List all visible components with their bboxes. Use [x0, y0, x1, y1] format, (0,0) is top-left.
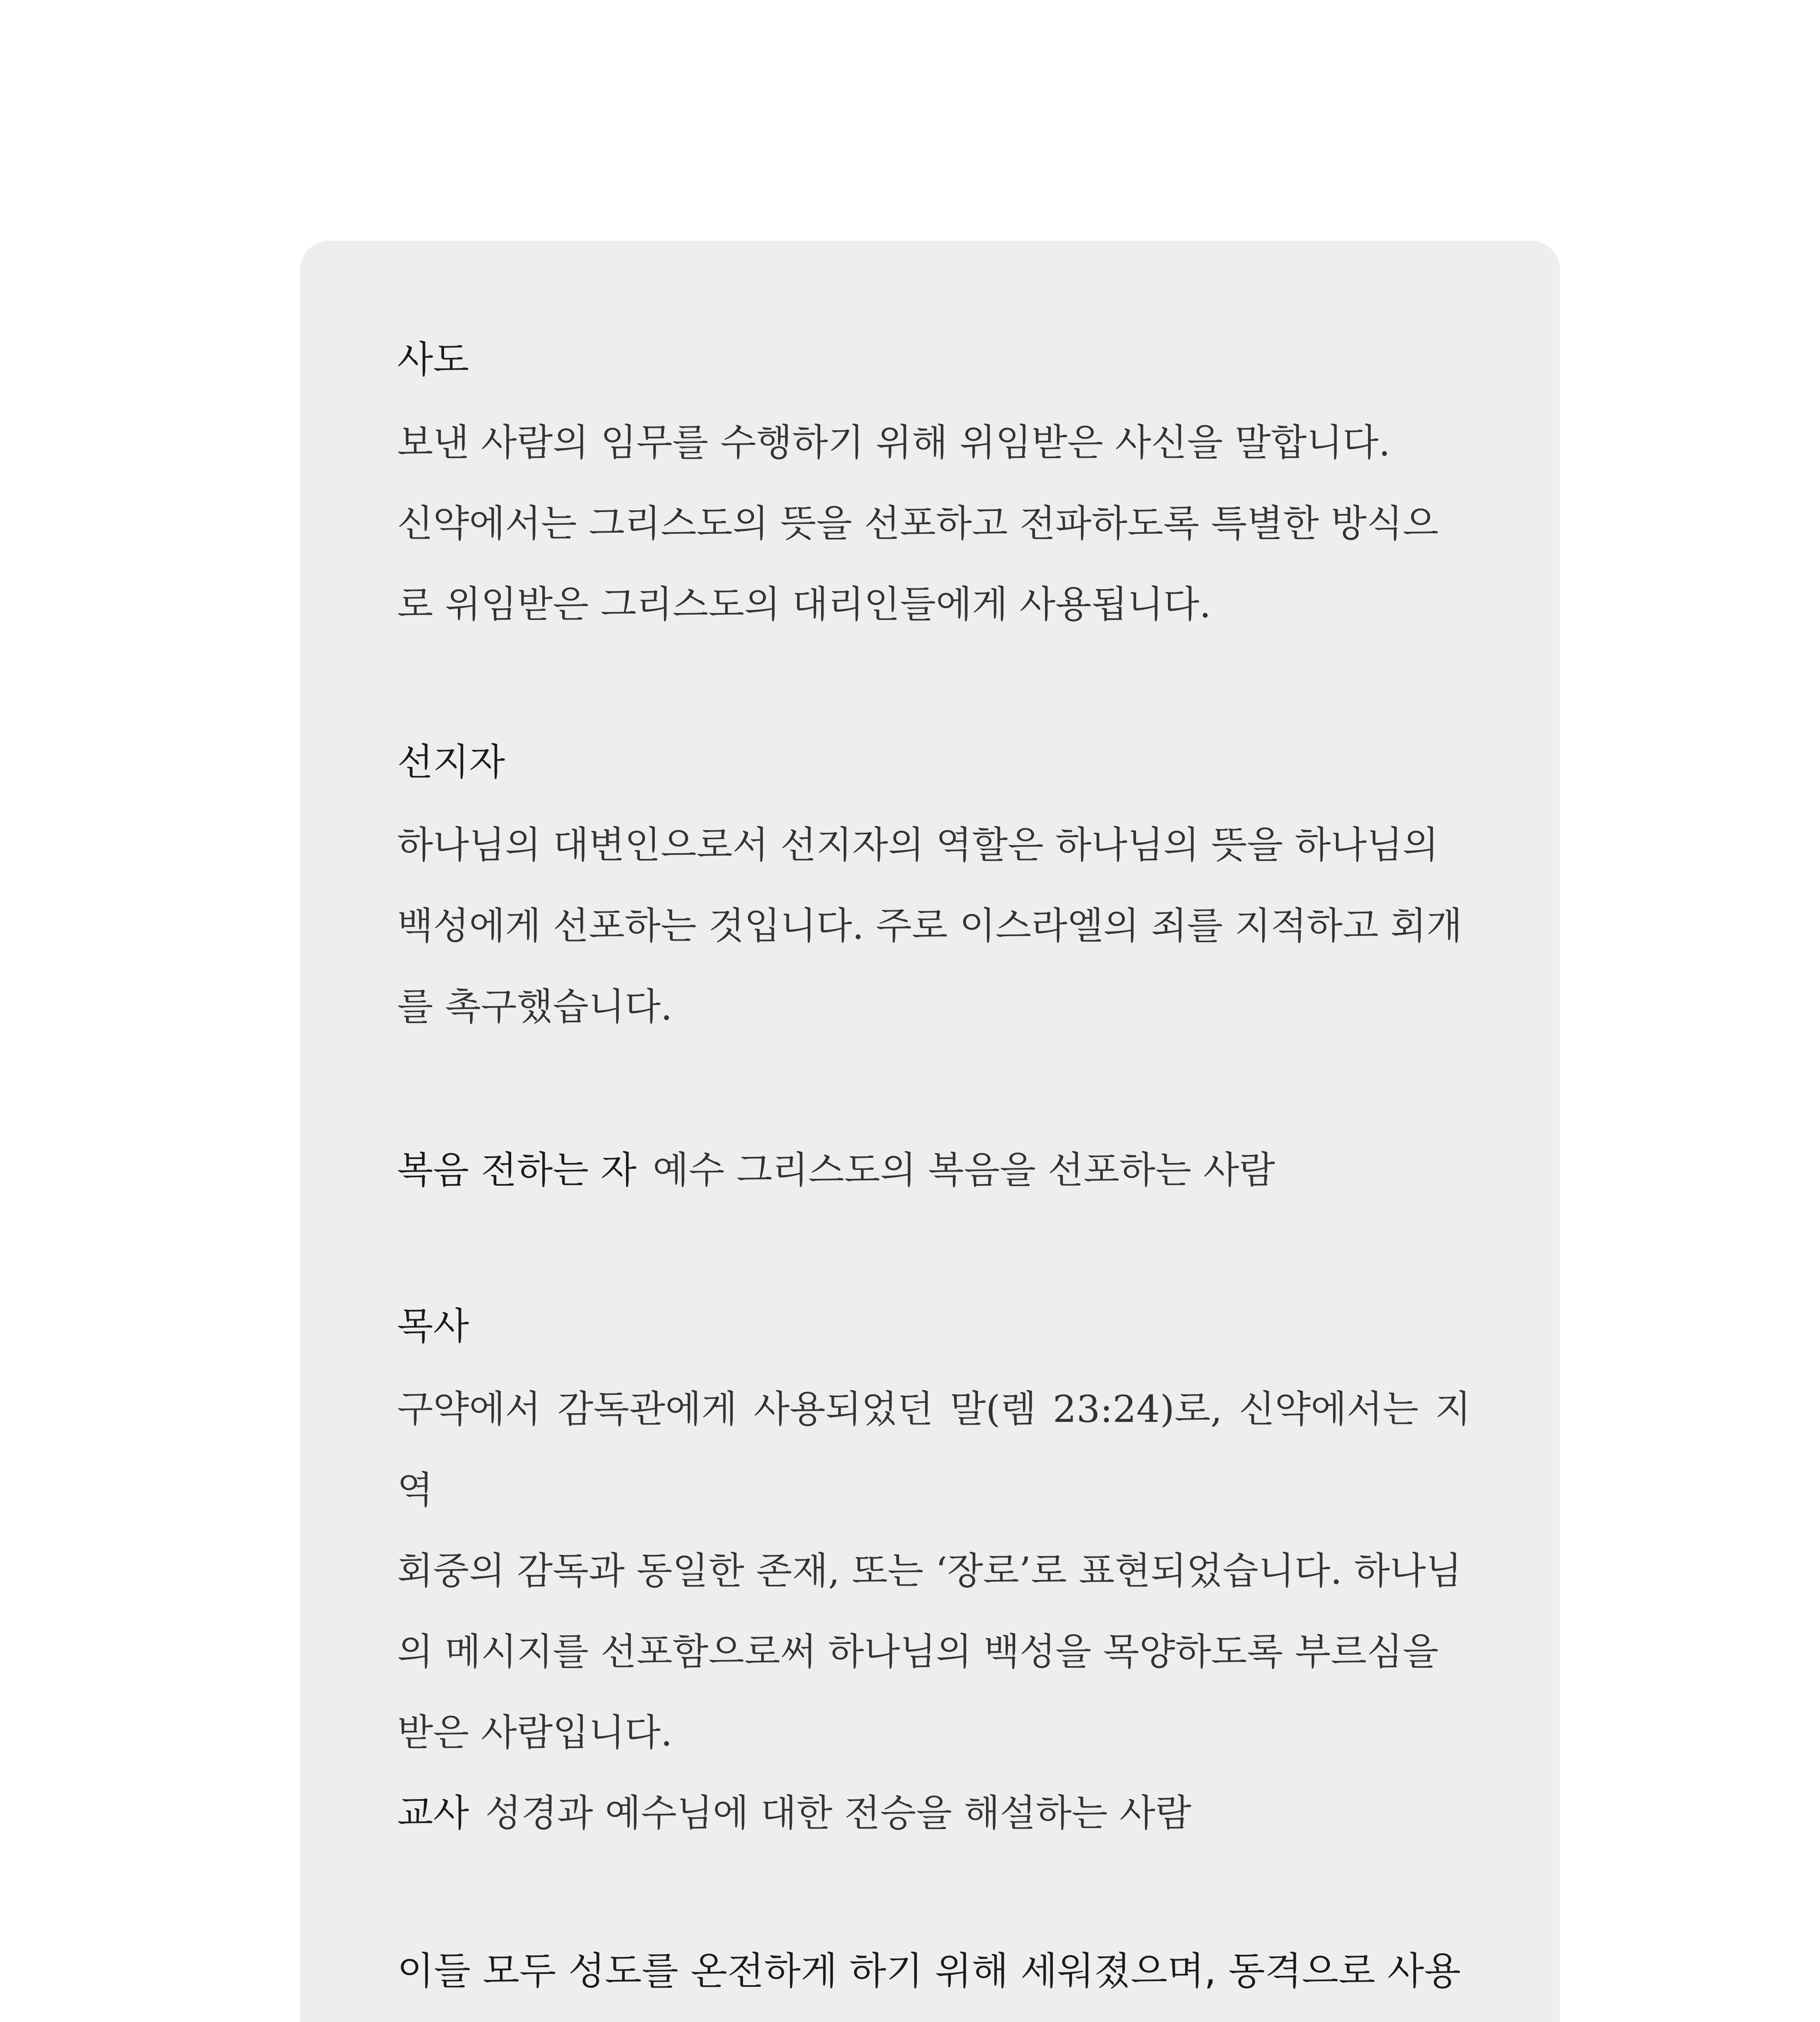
body-line: 를 촉구했습니다. [397, 985, 673, 1028]
evangelist-description: 예수 그리스도의 복음을 선포하는 사람 [652, 1148, 1275, 1192]
body-line: 하나님의 대변인으로서 선지자의 역할은 하나님의 뜻을 하나님의 [397, 823, 1439, 867]
section-apostle [397, 336, 1471, 645]
body-line: 보낸 사람의 임무를 수행하기 위해 위임받은 사신을 말합니다. [397, 421, 1390, 464]
body-line: 백성에게 선포하는 것입니다. 주로 이스라엘의 죄를 지적하고 회개 [397, 904, 1462, 948]
summary-line: 이들 모두 성도를 온전하게 하기 위해 세워졌으며, 동격으로 사용 [397, 1949, 1461, 1993]
section-prophet [397, 738, 1471, 1047]
teacher-description: 성경과 예수님에 대한 전승을 해설하는 사람 [485, 1791, 1191, 1835]
section-title-evangelist: 복음 전하는 자 [397, 1148, 637, 1192]
body-line: 구약에서 감독관에게 사용되었던 말(렘 23:24)로, 신약에서는 지역 [397, 1387, 1471, 1512]
section-title-apostle: 사도 [397, 338, 469, 381]
body-line: 회중의 감독과 동일한 존재, 또는 ‘장로’로 표현되었습니다. 하나님 [397, 1549, 1462, 1593]
body-line: 의 메시지를 선포함으로써 하나님의 백성을 목양하도록 부르심을 [397, 1630, 1439, 1673]
body-line: 신약에서는 그리스도의 뜻을 선포하고 전파하도록 특별한 방식으 [397, 502, 1439, 545]
section-summary [397, 1929, 1471, 2022]
glossary-card [300, 241, 1560, 2022]
section-title-pastor: 목사 [397, 1305, 469, 1348]
section-evangelist [397, 1140, 1471, 1194]
section-title-prophet: 선지자 [397, 740, 505, 784]
body-line: 받은 사람입니다. [397, 1711, 673, 1754]
section-title-teacher: 교사 [397, 1791, 469, 1835]
section-teacher [397, 1783, 1471, 1837]
section-pastor [397, 1302, 1471, 1773]
body-line: 로 위임받은 그리스도의 대리인들에게 사용됩니다. [397, 583, 1211, 626]
